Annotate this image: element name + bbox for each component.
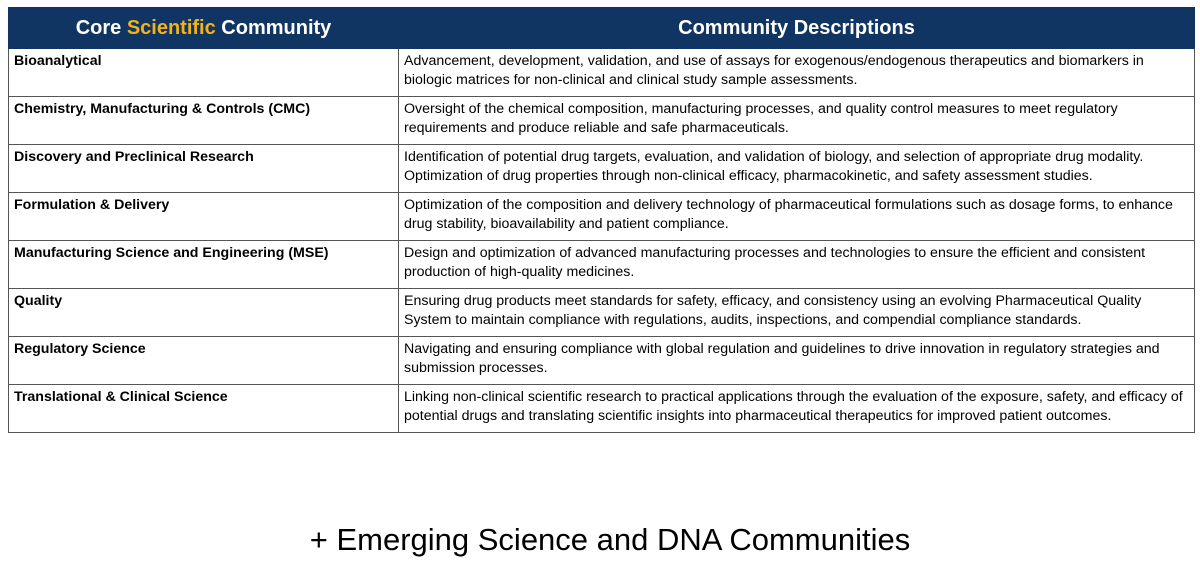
table-row [9, 241, 1195, 289]
header-community-descriptions: Community Descriptions [399, 8, 1195, 49]
community-name: Discovery and Preclinical Research [9, 145, 399, 193]
community-name: Formulation & Delivery [9, 193, 399, 241]
table-header-row [9, 8, 1195, 49]
community-name: Quality [9, 289, 399, 337]
community-description: Oversight of the chemical composition, manufacturing processes, and quality control measures to meet regulatory requirements and produce reliable and safe pharmaceuticals. [399, 97, 1195, 145]
community-name: Manufacturing Science and Engineering (MSE) [9, 241, 399, 289]
community-description: Advancement, development, validation, and use of assays for exogenous/endogenous therapeutics and biomarkers in biologic matrices for non-clinical and clinical study sample assessments. [399, 49, 1195, 97]
table-row [9, 145, 1195, 193]
community-description: Identification of potential drug targets, evaluation, and validation of biology, and selection of appropriate drug modality. Optimization of drug properties through non-clinical efficacy, pharmacokinetic, and safety assessment studies. [399, 145, 1195, 193]
header-core-scientific-community: Core Scientific Community [9, 8, 399, 49]
emerging-communities-note: + Emerging Science and DNA Communities [309, 522, 911, 557]
table-row [9, 193, 1195, 241]
community-name: Bioanalytical [9, 49, 399, 97]
community-name: Chemistry, Manufacturing & Controls (CMC) [9, 97, 399, 145]
table-row [9, 337, 1195, 385]
community-description: Ensuring drug products meet standards for safety, efficacy, and consistency using an evolving Pharmaceutical Quality System to maintain compliance with regulations, audits, inspections, and compendial compliance standards. [399, 289, 1195, 337]
table-row [9, 49, 1195, 97]
table-row [9, 289, 1195, 337]
community-description: Design and optimization of advanced manufacturing processes and technologies to ensure the efficient and consistent production of high-quality medicines. [399, 241, 1195, 289]
table-row [9, 97, 1195, 145]
table-row [9, 385, 1195, 433]
community-description: Optimization of the composition and delivery technology of pharmaceutical formulations such as dosage forms, to enhance drug stability, bioavailability and patient compliance. [399, 193, 1195, 241]
community-name: Regulatory Science [9, 337, 399, 385]
community-description: Linking non-clinical scientific research to practical applications through the evaluation of the exposure, safety, and efficacy of potential drugs and translating scientific insights into pharmaceutical therapeutics for improved patient outcomes. [399, 385, 1195, 433]
community-description: Navigating and ensuring compliance with global regulation and guidelines to drive innovation in regulatory strategies and submission processes. [399, 337, 1195, 385]
community-name: Translational & Clinical Science [9, 385, 399, 433]
header-highlight-word: Scientific [126, 16, 216, 39]
communities-table [8, 7, 1195, 433]
